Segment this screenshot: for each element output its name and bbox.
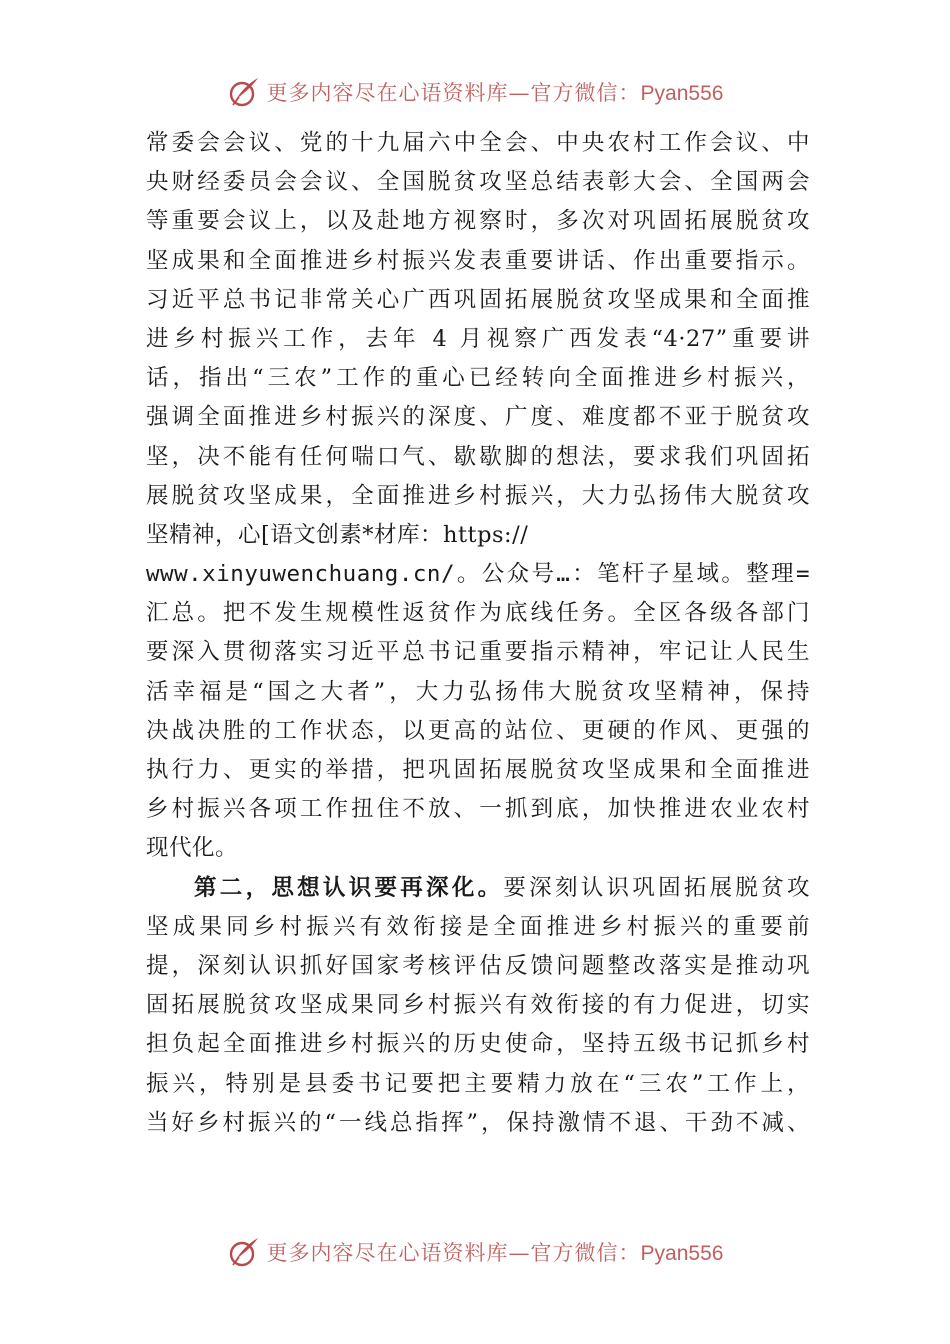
paragraph-line: 坚成果和全面推进乡村振兴发表重要讲话、作出重要指示。 xyxy=(146,247,810,274)
paragraph-line: 现代化。 xyxy=(146,835,239,862)
paragraph-line-url: www.xinyuwenchuang.cn/。公众号…：笔杆子星域。整理= xyxy=(146,561,810,588)
paragraph-line: 担负起全面推进乡村振兴的历史使命，坚持五级书记抓乡村 xyxy=(146,1031,810,1058)
footer-banner-text xyxy=(267,1237,724,1267)
header-banner xyxy=(0,72,950,112)
section-heading: 第二，思想认识要再深化。 xyxy=(194,874,504,901)
paragraph-line: 汇总。把不发生规模性返贫作为底线任务。全区各级各部门 xyxy=(146,600,810,627)
section-first-line-text: 要深刻认识巩固拓展脱贫攻 xyxy=(503,874,810,901)
paragraph-line: 等重要会议上，以及赴地方视察时，多次对巩固拓展脱贫攻 xyxy=(146,208,810,235)
paragraph-line: 习近平总书记非常关心广西巩固拓展脱贫攻坚成果和全面推 xyxy=(146,286,810,313)
footer-wechat-id: Pyan556 xyxy=(640,1242,724,1265)
paragraph-line: 坚精神，心[语文创素*材库：https:// xyxy=(146,521,529,548)
paragraph-line: 振兴，特别是县委书记要把主要精力放在“三农”工作上， xyxy=(146,1070,810,1097)
header-banner-label: 更多内容尽在心语资料库—官方微信： xyxy=(266,81,641,105)
paragraph-line: 进乡村振兴工作，去年 4 月视察广西发表“4·27”重要讲 xyxy=(146,325,810,352)
header-wechat-id: Pyan556 xyxy=(640,82,724,105)
paragraph-line: 固拓展脱贫攻坚成果同乡村振兴有效衔接的有力促进，切实 xyxy=(146,992,810,1019)
paragraph-line: 当好乡村振兴的“一线总指挥”，保持激情不退、干劲不减、 xyxy=(146,1109,810,1136)
footer-banner xyxy=(0,1232,950,1272)
footer-banner-label: 更多内容尽在心语资料库—官方微信： xyxy=(266,1241,641,1265)
paragraph-line: 提，深刻认识抓好国家考核评估反馈问题整改落实是推动巩 xyxy=(146,952,810,979)
paragraph-line: 坚成果同乡村振兴有效衔接是全面推进乡村振兴的重要前 xyxy=(146,913,810,940)
paragraph-line: 话，指出“三农”工作的重心已经转向全面推进乡村振兴， xyxy=(146,365,810,392)
paragraph-line: 展脱贫攻坚成果，全面推进乡村振兴，大力弘扬伟大脱贫攻 xyxy=(146,482,810,509)
paragraph-line: 坚，决不能有任何喘口气、歇歇脚的想法，要求我们巩固拓 xyxy=(146,443,810,470)
paragraph-line: 乡村振兴各项工作扭住不放、一抓到底，加快推进农业农村 xyxy=(146,796,810,823)
paragraph-line: 决战决胜的工作状态，以更高的站位、更硬的作风、更强的 xyxy=(146,717,810,744)
quill-circle-logo-icon xyxy=(227,1235,261,1269)
paragraph-line: 强调全面推进乡村振兴的深度、广度、难度都不亚于脱贫攻 xyxy=(146,404,810,431)
paragraph-line: 常委会会议、党的十九届六中全会、中央农村工作会议、中 xyxy=(146,130,810,156)
paragraph-line: 活幸福是“国之大者”，大力弘扬伟大脱贫攻坚精神，保持 xyxy=(146,678,810,705)
paragraph-line: 执行力、更实的举措，把巩固拓展脱贫攻坚成果和全面推进 xyxy=(146,757,810,783)
document-body xyxy=(146,124,810,1143)
section-first-line xyxy=(146,869,810,908)
quill-circle-logo-icon xyxy=(227,75,261,109)
paragraph-line: 要深入贯彻落实习近平总书记重要指示精神，牢记让人民生 xyxy=(146,639,810,666)
header-banner-text xyxy=(267,77,724,107)
paragraph-line: 央财经委员会会议、全国脱贫攻坚总结表彰大会、全国两会 xyxy=(146,169,810,196)
